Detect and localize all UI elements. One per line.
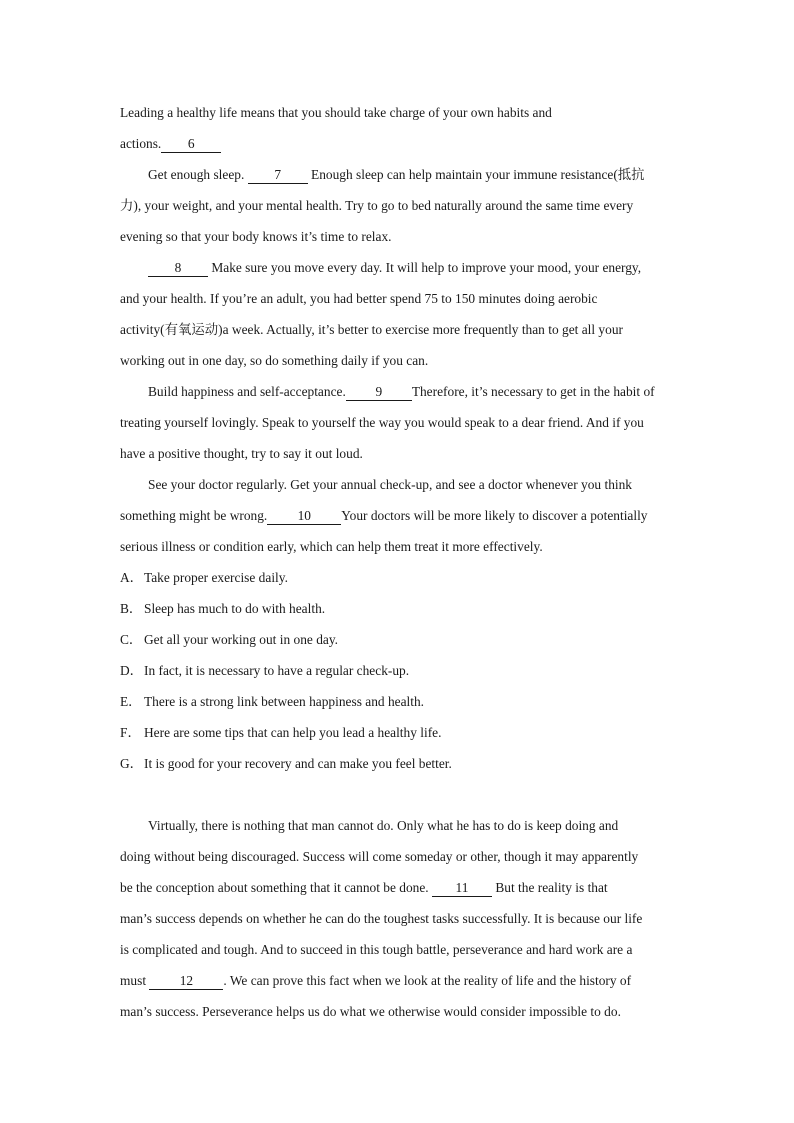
blank-7[interactable]: 7 (248, 167, 308, 184)
text: treating yourself lovingly. Speak to yourself the way you would speak to a dear friend. And if you (120, 415, 644, 430)
option-d (120, 658, 680, 689)
text-line (120, 906, 680, 937)
option-text: Get all your working out in one day. (144, 632, 339, 647)
blank-10[interactable]: 10 (267, 508, 341, 525)
blank-8[interactable]: 8 (148, 260, 208, 277)
text: activity(有氧运动)a week. Actually, it’s better to exercise more frequently than to get all your (120, 322, 623, 337)
text-line (120, 193, 680, 224)
text-line (120, 162, 680, 193)
option-letter: A． (120, 570, 144, 585)
blank-12[interactable]: 12 (149, 973, 223, 990)
text-line (120, 131, 680, 162)
text-line (120, 813, 680, 844)
text: working out in one day, so do something daily if you can. (120, 353, 429, 368)
text: have a positive thought, try to say it out loud. (120, 446, 363, 461)
text-line (120, 255, 680, 286)
text: Enough sleep can help maintain your immune resistance(抵抗 (307, 167, 645, 182)
text-line (120, 410, 680, 441)
option-c (120, 627, 680, 658)
option-b (120, 596, 680, 627)
text: man’s success. Perseverance helps us do what we otherwise would consider impossible to do. (120, 1004, 621, 1019)
text-line (120, 379, 680, 410)
option-text: There is a strong link between happiness and health. (144, 694, 425, 709)
text-line (120, 100, 680, 131)
text: Get enough sleep. (148, 167, 248, 182)
option-letter: F． (120, 725, 141, 740)
text: be the conception about something that it cannot be done. (120, 880, 432, 895)
text-line (120, 999, 680, 1030)
blank-6[interactable]: 6 (161, 136, 221, 153)
text: serious illness or condition early, which can help them treat it more effectively. (120, 539, 543, 554)
option-letter: E． (120, 694, 142, 709)
option-text: In fact, it is necessary to have a regular check-up. (144, 663, 410, 678)
text: evening so that your body knows it’s time to relax. (120, 229, 392, 244)
text-line (120, 844, 680, 875)
option-text: Take proper exercise daily. (144, 570, 288, 585)
text: something might be wrong. (120, 508, 268, 523)
text-line (120, 441, 680, 472)
text: 力), your weight, and your mental health. Try to go to bed naturally around the same time every (120, 198, 634, 213)
text: and your health. If you’re an adult, you had better spend 75 to 150 minutes doing aerobic (120, 291, 598, 306)
text: . We can prove this fact when we look at the reality of life and the history of (223, 973, 632, 988)
document-page (120, 100, 680, 1030)
option-e (120, 689, 680, 720)
text-line (120, 534, 680, 565)
text: See your doctor regularly. Get your annual check-up, and see a doctor whenever you think (148, 477, 632, 492)
text: Make sure you move every day. It will help to improve your mood, your energy, (208, 260, 642, 275)
text: Therefore, it’s necessary to get in the habit of (411, 384, 655, 399)
text-line (120, 286, 680, 317)
text: Build happiness and self-acceptance. (148, 384, 346, 399)
text: But the reality is that (492, 880, 608, 895)
option-text: Here are some tips that can help you lead a healthy life. (144, 725, 442, 740)
spacer (120, 782, 680, 813)
text: doing without being discouraged. Success will come someday or other, though it may apparently (120, 849, 639, 864)
text-line (120, 503, 680, 534)
text-line (120, 968, 680, 999)
text: Virtually, there is nothing that man cannot do. Only what he has to do is keep doing and (148, 818, 619, 833)
text: must (120, 973, 150, 988)
blank-9[interactable]: 9 (346, 384, 412, 401)
text: Your doctors will be more likely to discover a potentially (341, 508, 648, 523)
option-text: It is good for your recovery and can make you feel better. (144, 756, 452, 771)
option-letter: G． (120, 756, 144, 771)
blank-11[interactable]: 11 (432, 880, 492, 897)
option-a (120, 565, 680, 596)
text: actions. (120, 136, 162, 151)
text-line (120, 224, 680, 255)
option-text: Sleep has much to do with health. (144, 601, 326, 616)
option-f (120, 720, 680, 751)
text: is complicated and tough. And to succeed in this tough battle, perseverance and hard work are a (120, 942, 633, 957)
option-letter: B． (120, 601, 143, 616)
text: Leading a healthy life means that you should take charge of your own habits and (120, 105, 552, 120)
option-letter: D． (120, 663, 144, 678)
text-line (120, 937, 680, 968)
text-line (120, 472, 680, 503)
text: man’s success depends on whether he can do the toughest tasks successfully. It is because our life (120, 911, 643, 926)
text-line (120, 317, 680, 348)
option-letter: C． (120, 632, 143, 647)
text-line (120, 348, 680, 379)
text-line (120, 875, 680, 906)
option-g (120, 751, 680, 782)
